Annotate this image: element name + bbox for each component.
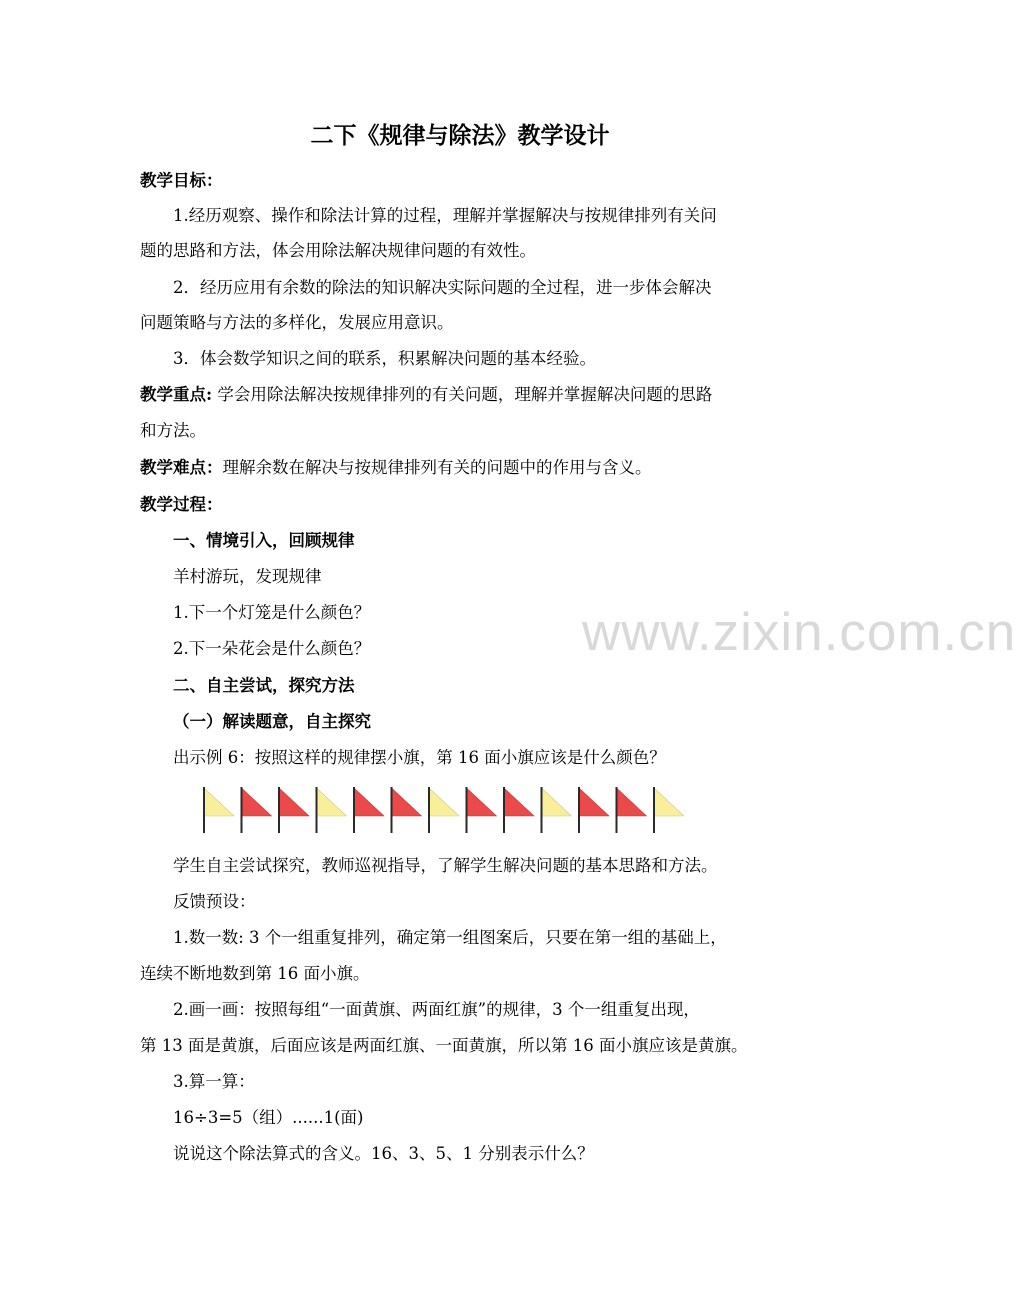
yellow-flag	[429, 787, 459, 833]
example-6: 出示例 6：按照这样的规律摆小旗，第 16 面小旗应该是什么颜色？	[173, 748, 666, 767]
process-heading: 教学过程：	[140, 495, 223, 514]
key-point-line-2: 和方法。	[140, 421, 206, 440]
flag-cloth	[242, 788, 272, 816]
method-1-line-1: 1.数一数: 3 个一组重复排列，确定第一组图案后，只要在第一组的基础上，	[173, 928, 727, 947]
flag-cloth	[354, 788, 384, 816]
yellow-flag	[317, 787, 347, 833]
red-flag	[279, 787, 309, 833]
red-flag	[242, 787, 272, 833]
goal-2-line-1: 2．经历应用有余数的除法的知识解决实际问题的全过程，进一步体会解决	[173, 278, 712, 297]
goals-heading: 教学目标：	[140, 171, 223, 190]
section-1-heading: 一、情境引入，回顾规律	[173, 531, 355, 550]
section-2-heading: 二、自主尝试，探究方法	[173, 676, 355, 695]
red-flag	[467, 787, 497, 833]
section-1-question-2: 2.下一朵花会是什么颜色？	[173, 639, 371, 658]
method-2-line-1: 2.画一画：按照每组“一面黄旗、两面红旗”的规律，3 个一组重复出现，	[173, 1000, 700, 1019]
yellow-flag	[654, 787, 684, 833]
difficulty-line	[140, 457, 652, 479]
feedback-label: 反馈预设：	[173, 892, 256, 911]
goal-3: 3．体会数学知识之间的联系，积累解决问题的基本经验。	[173, 349, 596, 368]
difficulty-text: 理解余数在解决与按规律排列有关的问题中的作用与含义。	[222, 458, 652, 477]
section-2-subheading: （一）解读题意，自主探究	[173, 712, 371, 731]
flag-cloth	[579, 788, 609, 816]
section-1-question-1: 1.下一个灯笼是什么颜色？	[173, 603, 371, 622]
red-flag	[354, 787, 384, 833]
flag-cloth	[392, 788, 422, 816]
goal-1-line-2: 题的思路和方法，体会用除法解决规律问题的有效性。	[140, 241, 536, 260]
flags-illustration	[196, 786, 696, 834]
division-formula: 16÷3=5（组）......1(面)	[173, 1108, 364, 1127]
method-2-line-2: 第 13 面是黄旗，后面应该是两面红旗、一面黄旗，所以第 16 面小旗应该是黄旗。	[140, 1036, 748, 1055]
key-point-line-1	[140, 384, 712, 406]
watermark: www.zixin.com.cn	[582, 603, 1016, 662]
flag-cloth	[654, 788, 684, 816]
explore-text: 学生自主尝试探究，教师巡视指导，了解学生解决问题的基本思路和方法。	[173, 856, 718, 875]
method-3: 3.算一算：	[173, 1072, 255, 1091]
section-1-intro: 羊村游玩，发现规律	[173, 567, 322, 586]
document-title: 二下《规律与除法》教学设计	[310, 122, 610, 149]
yellow-flag	[204, 787, 234, 833]
flag-cloth	[279, 788, 309, 816]
red-flag	[504, 787, 534, 833]
goal-1-line-1: 1.经历观察、操作和除法计算的过程，理解并掌握解决与按规律排列有关问	[173, 206, 717, 225]
red-flag	[392, 787, 422, 833]
goal-2-line-2: 问题策略与方法的多样化，发展应用意识。	[140, 313, 454, 332]
flag-cloth	[467, 788, 497, 816]
flag-cloth	[204, 788, 234, 816]
red-flag	[617, 787, 647, 833]
flag-cloth	[429, 788, 459, 816]
difficulty-label: 教学难点：	[140, 458, 223, 477]
yellow-flag	[542, 787, 572, 833]
flag-cloth	[617, 788, 647, 816]
red-flag	[579, 787, 609, 833]
key-point-text: 学会用除法解决按规律排列的有关问题，理解并掌握解决问题的思路	[212, 385, 713, 404]
method-1-line-2: 连续不断地数到第 16 面小旗。	[140, 964, 370, 983]
meaning-question: 说说这个除法算式的含义。16、3、5、1 分别表示什么？	[173, 1144, 594, 1163]
flag-cloth	[504, 788, 534, 816]
flag-cloth	[317, 788, 347, 816]
flag-cloth	[542, 788, 572, 816]
key-point-label: 教学重点:	[140, 385, 213, 404]
